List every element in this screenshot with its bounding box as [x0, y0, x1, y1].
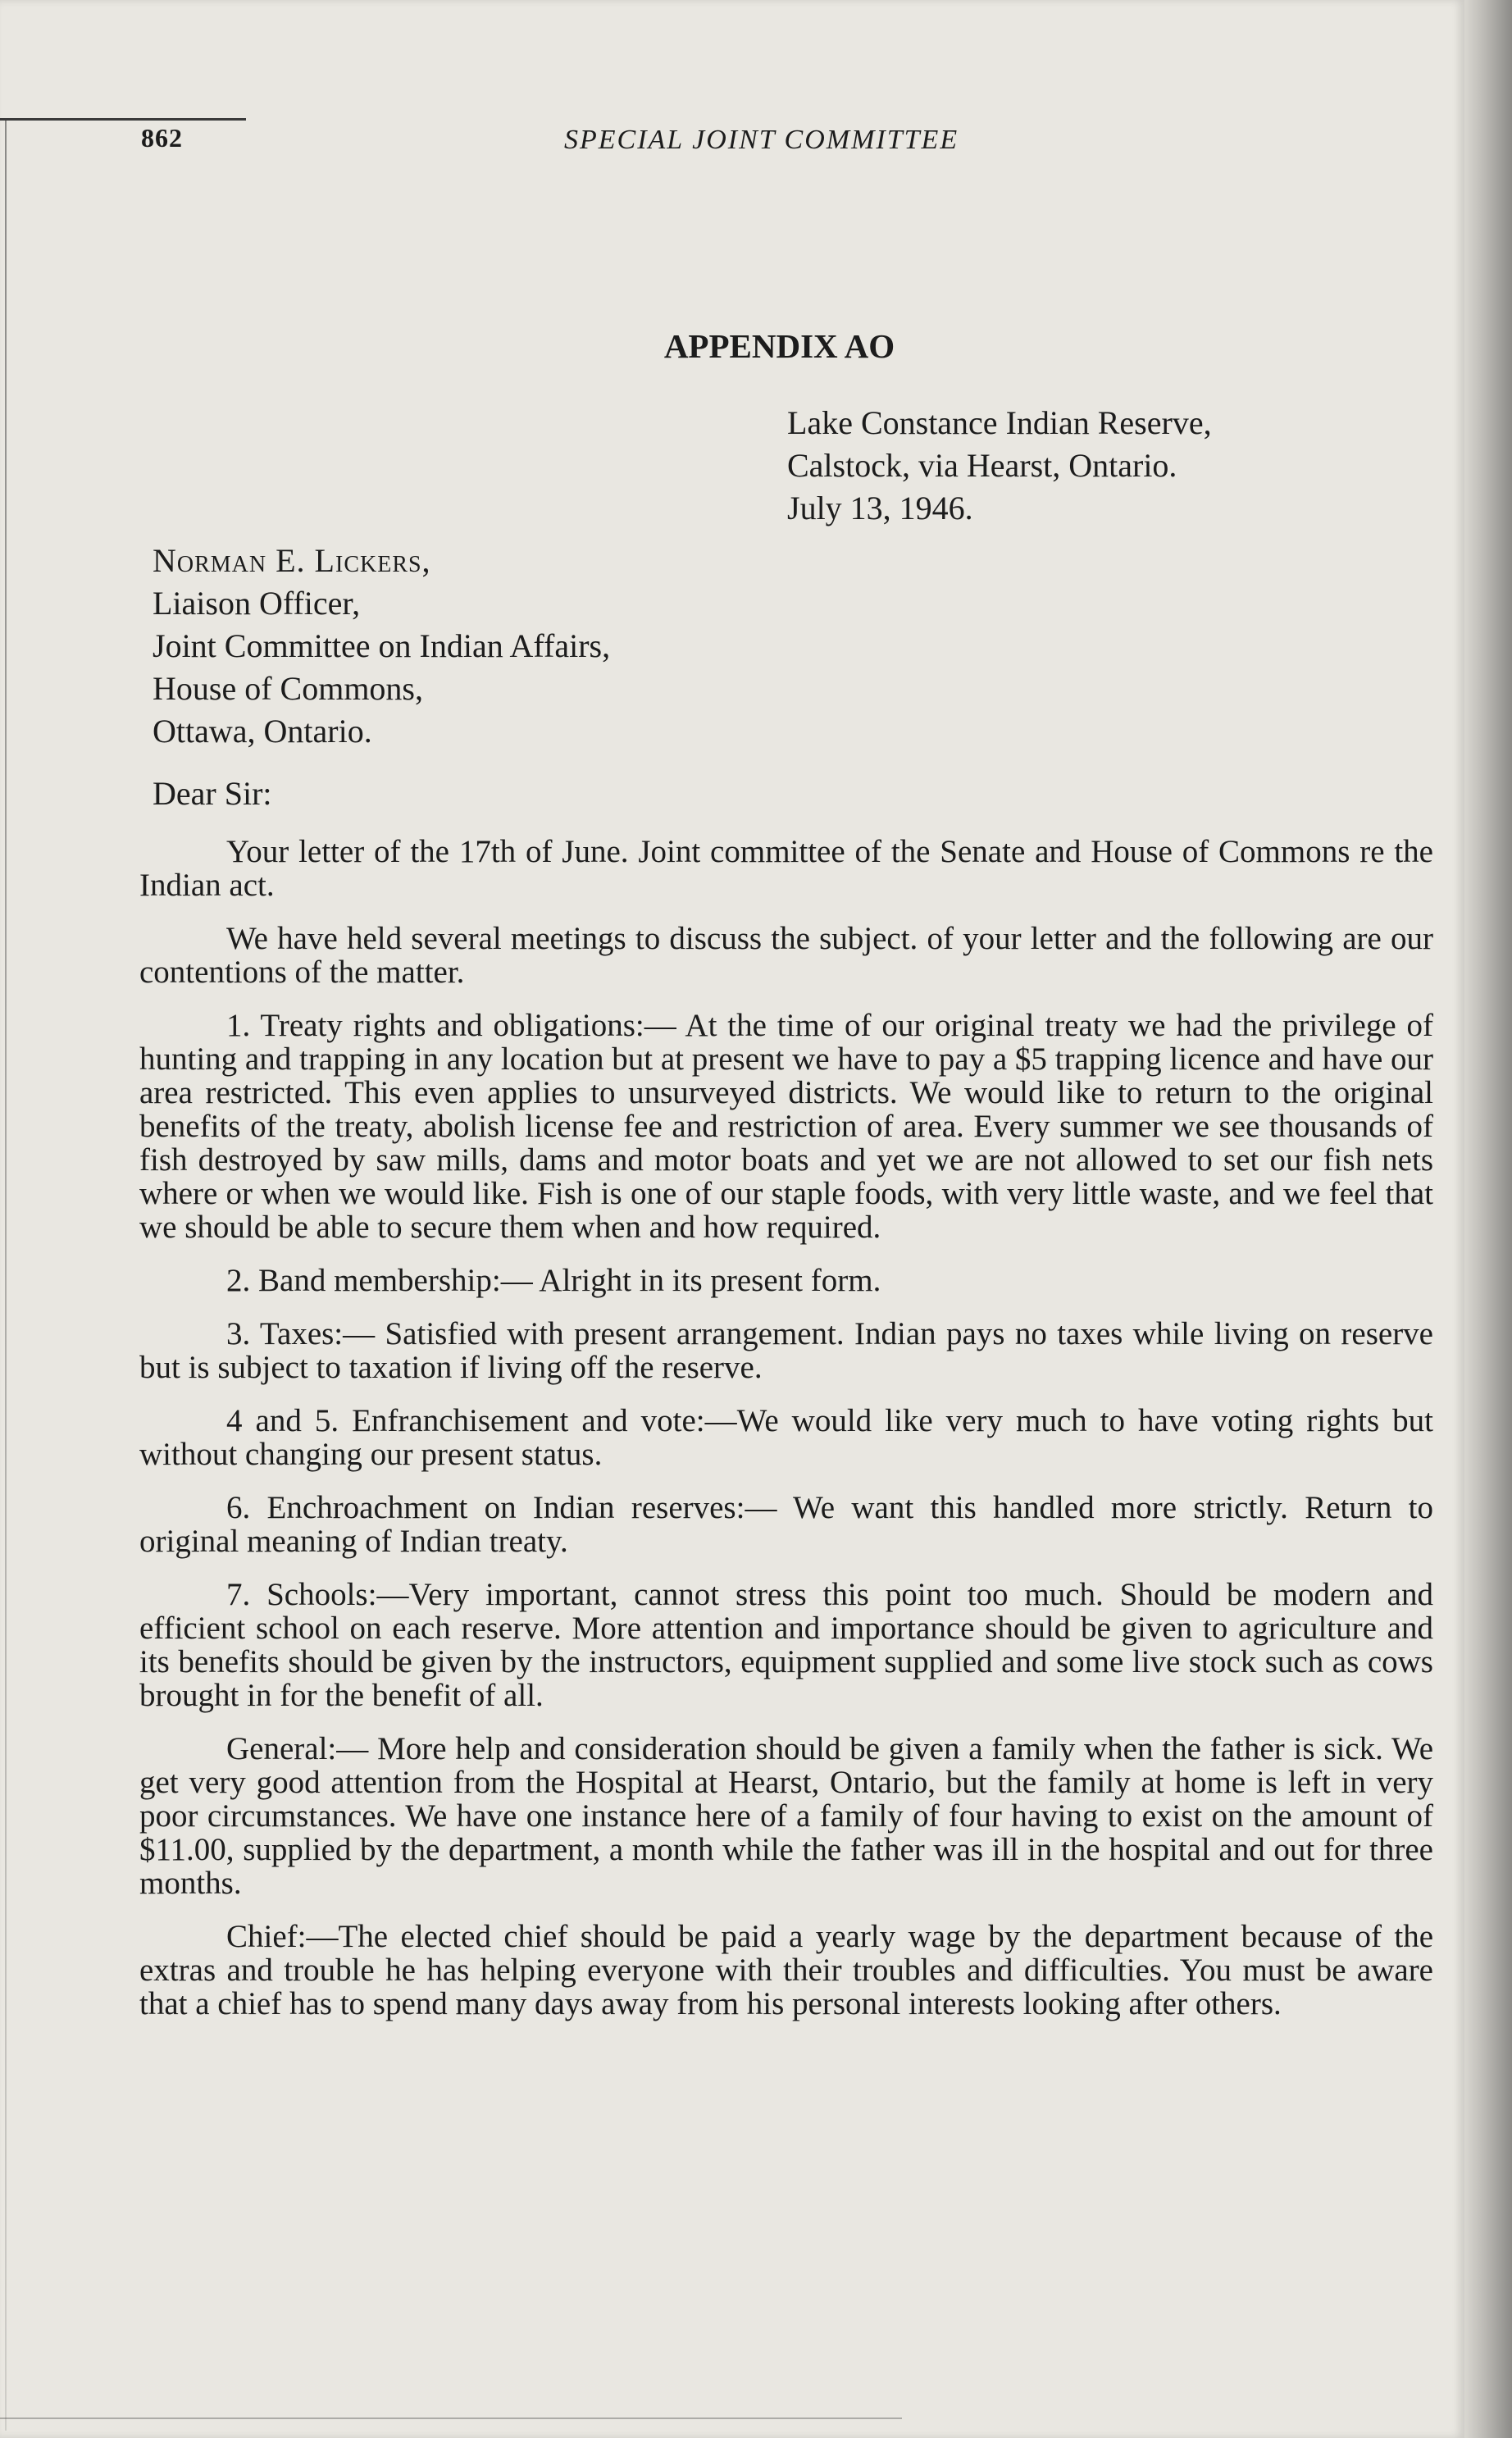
paragraph-encroachment: 6. Enchroachment on Indian reserves:— We want this handled more strictly. Return to original meaning of Indian treaty. [139, 1490, 1433, 1559]
scan-border-top [0, 118, 246, 121]
paragraph-enfranchisement: 4 and 5. Enfranchisement and vote:—We would like very much to have voting rights but without changing our present status. [139, 1403, 1433, 1472]
recipient-address [153, 540, 610, 753]
page-edge-shadow [1464, 0, 1512, 2438]
paragraph-intro: Your letter of the 17th of June. Joint committee of the Senate and House of Commons re the Indian act. [139, 834, 1433, 903]
sender-address [787, 402, 1212, 530]
recipient-name: Norman E. Lickers, [153, 542, 431, 579]
recipient-line: Ottawa, Ontario. [153, 713, 372, 750]
recipient-line: Joint Committee on Indian Affairs, [153, 627, 611, 664]
paragraph-band-membership: 2. Band membership:— Alright in its present form. [226, 1263, 881, 1298]
paragraph-meetings: We have held several meetings to discuss the subject. of your letter and the following are our contentions of the matter. [139, 921, 1433, 990]
salutation: Dear Sir: [153, 775, 272, 812]
sender-address-line: Lake Constance Indian Reserve, [787, 404, 1212, 441]
paragraph-chief: Chief:—The elected chief should be paid a yearly wage by the department because of the extras and trouble he has helping everyone with their troubles and difficulties. You must be aware that a chief has to spend many days away from his personal interests looking after others. [139, 1919, 1433, 2021]
paragraph-treaty-rights: 1. Treaty rights and obligations:— At the time of our original treaty we had the privilege of hunting and trapping in any location but at present we have to pay a $5 trapping licence and have our area restricted. This even applies to unsurveyed districts. We would like to return to the original benefits of the treaty, abolish license fee and restriction of area. Every summer we see thousands of fish destroyed by saw mills, dams and motor boats and yet we are not allowed to set our fish nets where or when we would like. Fish is one of our staple foods, with very little waste, and we feel that we should be able to secure them when and how required. [139, 1008, 1433, 1245]
scan-border-left [5, 118, 7, 2431]
paragraph-general: General:— More help and consideration should be given a family when the father is sick. We get very good attention from the Hospital at Hearst, Ontario, but the family at home is left in very poor circumstances. We have one instance here of a family of four having to exist on the amount of $11.00, supplied by the department, a month while the father was ill in the hospital and out for three months. [139, 1731, 1433, 1901]
letter-body [139, 835, 1433, 2040]
page-number: 862 [141, 123, 183, 153]
letter-date: July 13, 1946. [787, 490, 973, 526]
running-head: SPECIAL JOINT COMMITTEE [564, 125, 959, 155]
paragraph-taxes: 3. Taxes:— Satisfied with present arrangement. Indian pays no taxes while living on reserve but is subject to taxation if living off the reserve. [139, 1316, 1433, 1385]
appendix-title: APPENDIX AO [663, 327, 895, 365]
sender-address-line: Calstock, via Hearst, Ontario. [787, 447, 1177, 484]
paragraph-schools: 7. Schools:—Very important, cannot stress this point too much. Should be modern and efficient school on each reserve. More attention and importance should be given to agriculture and its benefits should be given by the instructors, equipment supplied and some live stock such as cows brought in for the benefit of all. [139, 1577, 1433, 1713]
recipient-line: Liaison Officer, [153, 585, 361, 622]
recipient-line: House of Commons, [153, 670, 423, 707]
scan-border-bottom [0, 2417, 902, 2419]
